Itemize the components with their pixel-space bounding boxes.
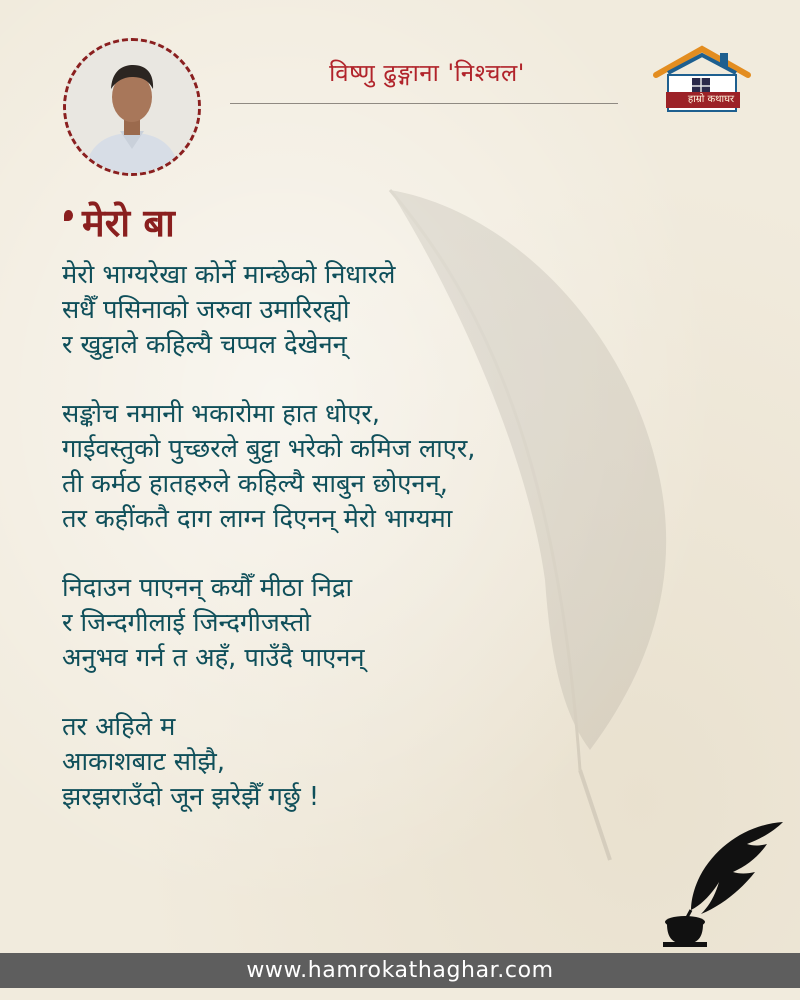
poem-line: सधैँ पसिनाको जरुवा उमारिरह्यो bbox=[62, 295, 350, 325]
poem-line: र जिन्दगीलाई जिन्दगीजस्तो bbox=[62, 608, 311, 638]
poem-line: झरझराउँदो जून झरेझैँ गर्छु ! bbox=[62, 782, 320, 812]
poem-title: मेरो बा bbox=[82, 201, 175, 245]
quill-ink-icon bbox=[655, 818, 790, 948]
poem-line: र खुट्टाले कहिल्यै चप्पल देखेनन् bbox=[62, 330, 347, 360]
stanza bbox=[62, 710, 682, 815]
poem-line: निदाउन पाएनन् कयौँ मीठा निद्रा bbox=[62, 573, 353, 603]
poem-line: तर कहींकतै दाग लाग्न दिएनन् मेरो भाग्यमा bbox=[62, 504, 453, 534]
bottom-strip bbox=[0, 988, 800, 1000]
poem-body bbox=[62, 258, 682, 849]
poem-line: सङ्कोच नमानी भकारोमा हात धोएर, bbox=[62, 399, 380, 429]
logo-text: हाम्रो कथाघर bbox=[687, 94, 735, 105]
author-photo bbox=[63, 38, 201, 176]
stanza bbox=[62, 571, 682, 676]
title-bullet-icon bbox=[64, 210, 73, 221]
poem-line: गाईवस्तुको पुच्छरले बुट्टा भरेको कमिज लाएर, bbox=[62, 434, 476, 464]
header-divider bbox=[230, 103, 618, 104]
poem-line: ती कर्मठ हातहरुले कहिल्यै साबुन छोएनन्, bbox=[62, 469, 448, 499]
stanza bbox=[62, 397, 682, 537]
stanza bbox=[62, 258, 682, 363]
poem-line: अनुभव गर्न त अहँ, पाउँदै पाएनन् bbox=[62, 643, 365, 673]
footer-website[interactable]: www.hamrokathaghar.com bbox=[0, 953, 800, 988]
poem-line: आकाशबाट सोझै, bbox=[62, 747, 225, 777]
author-name: विष्णु ढुङ्गाना 'निश्चल' bbox=[329, 59, 525, 87]
poem-line: मेरो भाग्यरेखा कोर्ने मान्छेको निधारले bbox=[62, 260, 396, 290]
poem-line: तर अहिले म bbox=[62, 712, 176, 742]
